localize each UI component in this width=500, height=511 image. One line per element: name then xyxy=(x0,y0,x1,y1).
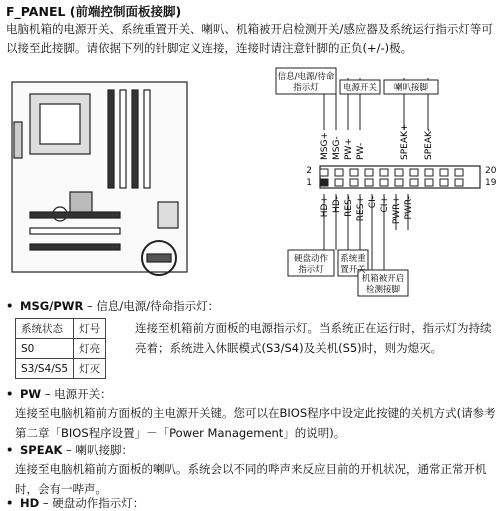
hd-desc: – 硬盘动作指示灯： xyxy=(42,496,145,510)
header-pin xyxy=(350,179,358,186)
table-cell: 灯号 xyxy=(74,319,106,339)
row-label-bottom-left: 1 xyxy=(306,178,312,188)
table-row xyxy=(16,319,106,339)
top-pin-name: MSG+ xyxy=(320,132,330,160)
bottom-pin-name: HD- xyxy=(332,196,342,213)
intro-paragraph: 电脑机箱的电源开关、系统重置开关、喇叭、机箱被开启检测开关/感应器及系统运行指示灯等可以接至此接脚。请依据下列的针脚定义连接，连接时请注意针脚的正负(+/-)极。 xyxy=(6,22,493,55)
top-pin-name: PW+ xyxy=(344,138,354,160)
msg-heading: • MSG/PWR – 信息/电源/待命指示灯： xyxy=(6,299,220,313)
label-msg-top: 信息/电源/待命 xyxy=(277,72,335,82)
label-speaker: 喇叭接脚 xyxy=(393,83,429,93)
pw-name: PW xyxy=(20,387,42,401)
header-pin xyxy=(410,179,418,186)
row-label-bottom-right: 19 xyxy=(485,178,497,188)
header-pin xyxy=(395,179,403,186)
bottom-pin-name: HD+ xyxy=(320,196,330,218)
table-cell: 灯亮 xyxy=(74,339,106,359)
table-cell: 灯灭 xyxy=(74,359,106,379)
header-pin xyxy=(335,169,343,176)
speak-heading: • SPEAK – 喇叭接脚： xyxy=(6,443,133,457)
header-pin xyxy=(410,169,418,176)
diagram-svg xyxy=(0,62,500,302)
header-pin xyxy=(425,179,433,186)
top-pin-name: PW- xyxy=(356,142,366,160)
row-label-top-left: 2 xyxy=(306,166,312,176)
label-hdd-bottom: 指示灯 xyxy=(298,265,324,275)
table-cell: 系统状态 xyxy=(16,319,74,339)
header-pin xyxy=(440,169,448,176)
label-power-switch: 电源开关 xyxy=(342,83,378,93)
msg-desc: – 信息/电源/待命指示灯： xyxy=(87,299,220,313)
bottom-pin-name: PWR+ xyxy=(392,196,402,225)
table-cell: S0 xyxy=(16,339,74,359)
header-pin xyxy=(425,169,433,176)
label-chassis-bottom: 检测接脚 xyxy=(365,285,401,295)
hd-heading: • HD – 硬盘动作指示灯： xyxy=(6,496,145,510)
pin-header xyxy=(320,166,480,188)
label-reset-bottom: 置开关 xyxy=(340,265,366,275)
header-pin xyxy=(455,179,463,186)
table-row xyxy=(16,339,106,359)
header-pin xyxy=(380,169,388,176)
motherboard-illustration xyxy=(12,82,187,275)
bottom-pin-name: RES+ xyxy=(356,196,366,222)
header-pin xyxy=(455,169,463,176)
header-pin xyxy=(335,179,343,186)
msg-name: MSG/PWR xyxy=(20,299,84,313)
label-reset-top: 系统重 xyxy=(340,254,366,264)
table-row xyxy=(16,359,106,379)
label-chassis-top: 机箱被开启 xyxy=(361,274,405,284)
header-pin xyxy=(365,179,373,186)
speak-description: 连接至电脑机箱前方面板的喇叭。系统会以不同的哔声来反应目前的开机状况，通常正常开机时，会有一哔声。 xyxy=(15,462,487,496)
top-pin-name: SPEAK- xyxy=(424,128,434,160)
panel-diagram xyxy=(0,62,500,302)
speak-name: SPEAK xyxy=(20,443,63,457)
speak-desc: – 喇叭接脚： xyxy=(66,443,133,457)
label-msg-bottom: 指示灯 xyxy=(293,83,319,93)
pw-heading: • PW – 电源开关： xyxy=(6,387,112,401)
header-pin xyxy=(365,169,373,176)
bottom-pin-name: CI+ xyxy=(380,196,390,213)
bottom-pin-name: CI- xyxy=(368,196,378,209)
hd-name: HD xyxy=(20,496,40,510)
header-pin xyxy=(380,179,388,186)
header-pin xyxy=(395,169,403,176)
msg-description: 连接至机箱前方面板的电源指示灯。当系统正在运行时，指示灯为持续亮着；系统进入休眠模式(S3/S4)及关机(S5)时，则为熄灭。 xyxy=(135,321,492,355)
header-pin xyxy=(350,169,358,176)
header-pin xyxy=(320,169,328,176)
top-pin-name: MSG- xyxy=(332,136,342,160)
bottom-pin-name: RES- xyxy=(344,196,354,217)
label-hdd-top: 硬盘动作 xyxy=(293,254,329,264)
header-pin xyxy=(440,179,448,186)
pw-description: 连接至电脑机箱前方面板的主电源开关键。您可以在BIOS程序中设定此按键的关机方式(请参考第二章「BIOS程序设置」－「Power Management」的说明)。 xyxy=(15,406,496,440)
led-state-table xyxy=(15,318,106,379)
bottom-pin-name: PWR- xyxy=(404,196,414,220)
pw-desc: – 电源开关： xyxy=(44,387,112,401)
header-pin xyxy=(320,179,328,186)
top-pin-name: SPEAK+ xyxy=(400,123,410,160)
table-cell: S3/S4/S5 xyxy=(16,359,74,379)
section-title: F_PANEL (前端控制面板接脚) xyxy=(6,4,182,19)
row-label-top-right: 20 xyxy=(485,166,497,176)
